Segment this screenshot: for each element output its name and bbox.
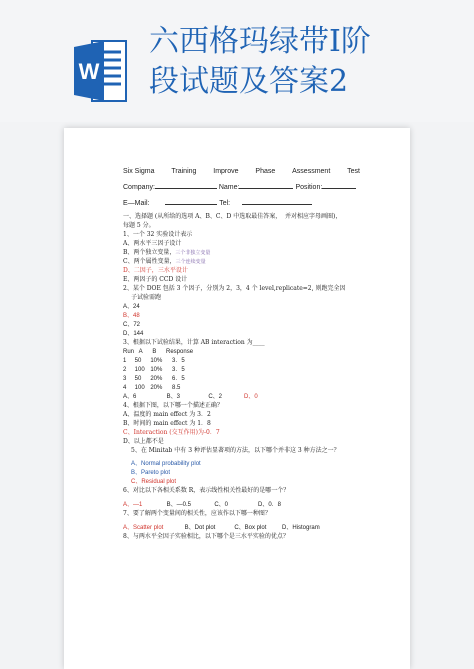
option[interactable] <box>123 258 393 267</box>
option[interactable]: C、2 <box>208 394 223 400</box>
name-field[interactable] <box>239 188 293 189</box>
table-cell: 4 <box>123 385 127 391</box>
option[interactable] <box>123 249 393 258</box>
document-page <box>64 128 410 669</box>
heading-word: Six Sigma <box>123 168 155 175</box>
option-note: 三个非独立变量 <box>175 250 211 256</box>
table-cell: 50 <box>134 376 142 382</box>
option[interactable]: B、Pareto plot <box>131 470 171 476</box>
option[interactable]: B、Dot plot <box>184 525 216 531</box>
position-field[interactable] <box>322 188 356 189</box>
question-5: 5、在 Minitab 中有 3 种评估显著项的方法，以下哪个并非这 3 种方法之一？ <box>131 447 340 454</box>
table-header <box>123 348 393 357</box>
question-6-options <box>123 501 393 510</box>
instruction-text: 并对相应字母画圈)， <box>285 213 342 220</box>
option[interactable]: E、两因子的 CCD 设计 <box>123 276 188 283</box>
document-content <box>123 168 393 542</box>
email-row <box>123 200 393 210</box>
heading-word: Assessment <box>292 168 331 175</box>
instruction-text: 每题 5 分。 <box>123 222 155 229</box>
option-text: C、两个属性变量， <box>123 258 176 265</box>
option-note: 三个连续变量 <box>175 259 206 265</box>
option[interactable]: B、—0.5 <box>166 502 192 508</box>
heading-word: Test <box>347 168 360 175</box>
section-instructions <box>123 213 393 222</box>
heading-word: Improve <box>213 168 239 175</box>
svg-text:W: W <box>78 59 100 84</box>
question-1: 1、一个 32 实验设计表示 <box>123 231 193 238</box>
instruction-text: 一、选择题 (从所给的选项 A、B、C、D 中选取最佳答案， <box>123 213 282 220</box>
option[interactable]: A、24 <box>123 304 140 310</box>
question-2: 2、某个 DOE 包括 3 个因子，分别为 2，3，4 个 level,replicate=2, 则跑完全因 <box>123 285 346 292</box>
table-cell: Run <box>123 349 135 355</box>
table-cell: 3．5 <box>172 367 185 373</box>
table-row <box>123 357 393 366</box>
question-7-options <box>123 524 393 533</box>
table-cell: 1 <box>123 358 127 364</box>
heading-word: Phase <box>255 168 276 175</box>
option-answer[interactable]: D、0 <box>244 394 258 400</box>
option-text: D、二因子， <box>123 267 158 274</box>
tel-field[interactable] <box>242 204 312 205</box>
option[interactable]: C、Box plot <box>234 525 267 531</box>
option[interactable]: A、两水平三因子设计 <box>123 240 182 247</box>
option[interactable]: D、Histogram <box>282 525 320 531</box>
company-row <box>123 184 393 194</box>
option[interactable]: B、时间的 main effect 为 1．8 <box>123 420 211 427</box>
table-row <box>123 366 393 375</box>
option-answer[interactable]: C、Interaction (交互作用)为-0．7 <box>123 429 220 436</box>
page-title <box>149 22 467 102</box>
option[interactable]: D、0．8 <box>258 502 282 508</box>
table-cell: 50 <box>134 358 142 364</box>
email-field[interactable] <box>165 204 217 205</box>
page-header <box>0 0 474 122</box>
option-text: B、两个独立变量， <box>123 249 176 256</box>
option-answer[interactable]: A、—1 <box>123 502 143 508</box>
table-cell: B <box>152 349 157 355</box>
option-answer[interactable]: A、Scatter plot <box>123 525 164 531</box>
word-document-icon <box>74 38 128 104</box>
option-answer[interactable] <box>123 267 393 276</box>
table-cell: 10% <box>150 358 163 364</box>
table-row <box>123 384 393 393</box>
table-cell: 2 <box>123 367 127 373</box>
title-line-1: 六西格玛绿带I阶 <box>149 24 371 59</box>
table-cell: A <box>138 349 143 355</box>
email-label: E—Mail: <box>123 200 150 207</box>
document-heading <box>123 168 360 178</box>
table-cell: 20% <box>150 376 163 382</box>
heading-word: Training <box>171 168 197 175</box>
company-field[interactable] <box>155 188 217 189</box>
question-3-options <box>123 393 393 402</box>
option[interactable]: D、以上都不是 <box>123 438 164 445</box>
option[interactable]: A、温度的 main effect 为 3．2 <box>123 411 211 418</box>
option[interactable]: A、6 <box>123 394 137 400</box>
tel-label: Tel: <box>219 200 231 207</box>
table-cell: 6．5 <box>172 376 185 382</box>
question-8: 8、与两水平全因子实验相比，以下哪个是三水平实验的优点？ <box>123 533 289 540</box>
table-cell: 10% <box>150 367 163 373</box>
option[interactable]: D、144 <box>123 331 144 337</box>
option[interactable]: C、72 <box>123 322 141 328</box>
question-4: 4、根据下图，以下哪一个描述正确？ <box>123 402 223 409</box>
question-3: 3、根据以下试验结果，计算 AB interaction 为____ <box>123 339 265 346</box>
name-label: Name: <box>218 184 240 191</box>
option-note: 三水平设计 <box>157 267 188 274</box>
question-7: 7、要了解两个变量间的相关性，应该作以下哪一种图？ <box>123 510 271 517</box>
table-cell: Response <box>166 349 194 355</box>
table-cell: 3 <box>123 376 127 382</box>
table-cell: 20% <box>150 385 163 391</box>
table-cell: 100 <box>134 367 145 373</box>
title-line-2: 段试题及答案2 <box>149 64 349 99</box>
question-6: 6、对比以下各相关系数 R，表示线性相关性最好的是哪一个？ <box>123 487 290 494</box>
company-label: Company: <box>123 184 155 191</box>
option[interactable]: B、3 <box>166 394 181 400</box>
option-answer[interactable]: B、48 <box>123 313 140 319</box>
option[interactable]: A、Normal probability plot <box>131 461 201 467</box>
option-answer[interactable]: C、Residual plot <box>131 479 177 485</box>
position-label: Position: <box>295 184 323 191</box>
table-cell: 3．5 <box>172 358 185 364</box>
option[interactable]: C、0 <box>214 502 229 508</box>
question-2-cont: 子试验需跑 <box>131 294 162 301</box>
table-row <box>123 375 393 384</box>
table-cell: 8.5 <box>172 385 181 391</box>
table-cell: 100 <box>134 385 145 391</box>
